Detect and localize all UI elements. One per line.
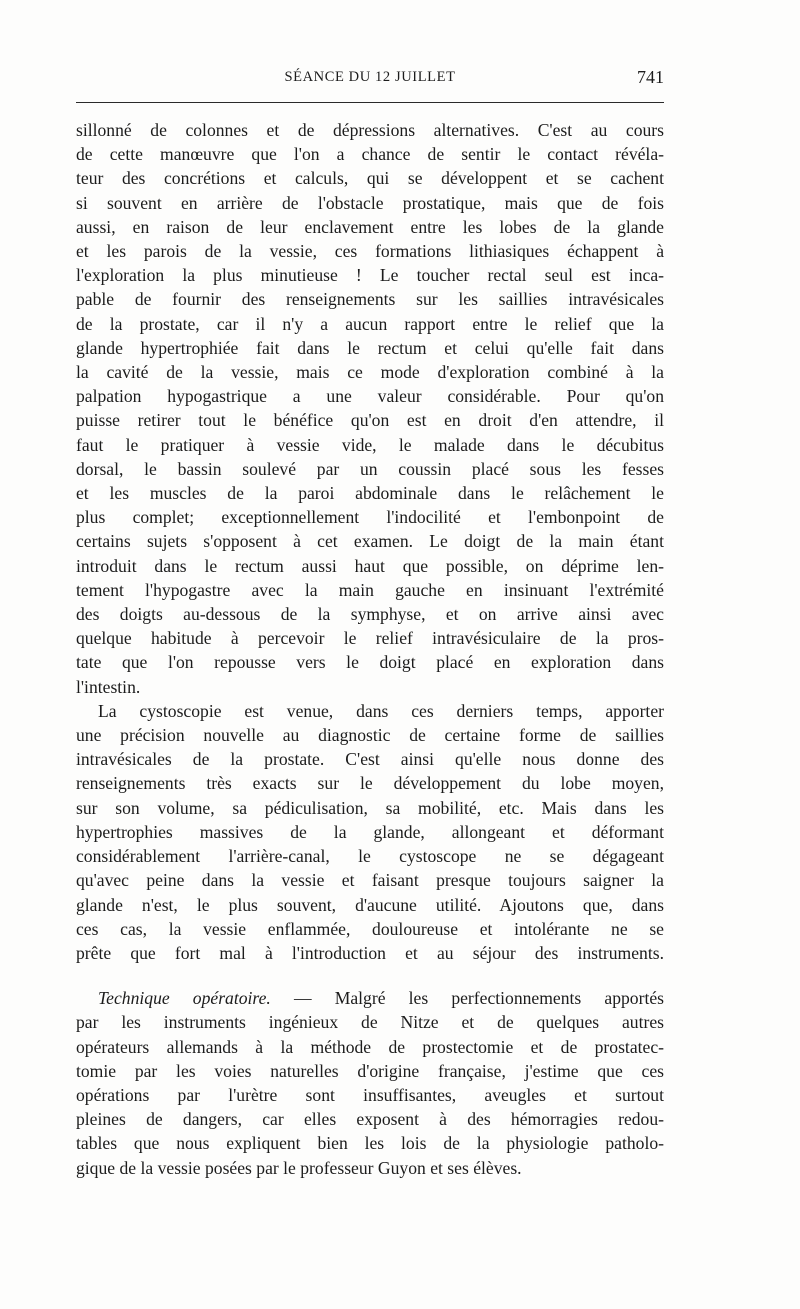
text-line: et les muscles de la paroi abdominale dans le relâchement le xyxy=(76,483,664,504)
text-line: pable de fournir des renseignements sur les saillies intravésicales xyxy=(76,289,664,310)
text-line: par les instruments ingénieux de Nitze et de quelques autres xyxy=(76,1012,664,1033)
text-line: sillonné de colonnes et de dépressions alternatives. C'est au cours xyxy=(76,120,664,140)
text-line: tables que nous expliquent bien les lois de la physiologie patholo- xyxy=(76,1133,664,1154)
text-line: tate que l'on repousse vers le doigt placé en exploration dans xyxy=(76,652,664,673)
text-line: si souvent en arrière de l'obstacle prostatique, mais que de fois xyxy=(76,192,664,213)
text-line: puisse retirer tout le bénéfice qu'on est en droit d'en attendre, il xyxy=(76,410,664,431)
text-line: l'intestin. xyxy=(76,676,141,697)
text-line: qu'avec peine dans la vessie et faisant presque toujours saigner la xyxy=(76,870,664,891)
text-line: sur son volume, sa pédiculisation, sa mobilité, etc. Mais dans les xyxy=(76,797,664,818)
text-line: plus complet; exceptionnellement l'indocilité et l'embonpoint de xyxy=(76,507,664,528)
text-line: hypertrophies massives de la glande, allongeant et déformant xyxy=(76,821,664,842)
text-line: tement l'hypogastre avec la main gauche en insinuant l'extrémité xyxy=(76,579,664,600)
text-line-rest: — Malgré les perfectionnements apportés xyxy=(270,988,664,1009)
header-rule xyxy=(76,102,664,103)
text-line: quelque habitude à percevoir le relief intravésiculaire de la pros- xyxy=(76,628,664,649)
paragraph-3 xyxy=(76,986,664,1180)
text-line: aussi, en raison de leur enclavement entre les lobes de la glande xyxy=(76,216,664,237)
text-line: ces cas, la vessie enflammée, douloureuse et intolérante ne se xyxy=(76,918,664,939)
text-line-lead xyxy=(76,986,664,1010)
text-line: tomie par les voies naturelles d'origine française, j'estime que ces xyxy=(76,1060,664,1081)
text-line: opérateurs allemands à la méthode de prostectomie et de prostatec- xyxy=(76,1036,664,1057)
paragraph-spacing xyxy=(76,965,664,986)
text-line: opérations par l'urètre sont insuffisantes, aveugles et surtout xyxy=(76,1084,664,1105)
text-line: gique de la vessie posées par le professeur Guyon et ses élèves. xyxy=(76,1157,522,1178)
text-line: pleines de dangers, car elles exposent à des hémorragies redou- xyxy=(76,1109,664,1130)
text-line: La cystoscopie est venue, dans ces derniers temps, apporter xyxy=(98,700,664,721)
text-line: de cette manœuvre que l'on a chance de sentir le contact révéla- xyxy=(76,144,664,165)
text-line: considérablement l'arrière-canal, le cystoscope ne se dégageant xyxy=(76,846,664,867)
page-number: 741 xyxy=(637,67,664,87)
section-heading: Technique opératoire. xyxy=(98,988,271,1009)
text-line: la cavité de la vessie, mais ce mode d'exploration combiné à la xyxy=(76,362,664,383)
text-line: renseignements très exacts sur le développement du lobe moyen, xyxy=(76,773,664,794)
text-line: teur des concrétions et calculs, qui se développent et se cachent xyxy=(76,168,664,189)
text-line: l'exploration la plus minutieuse ! Le toucher rectal seul est inca- xyxy=(76,265,664,286)
running-head xyxy=(76,64,664,90)
text-line: faut le pratiquer à vessie vide, le malade dans le décubitus xyxy=(76,434,664,455)
body-text xyxy=(76,118,664,1180)
text-line: glande hypertrophiée fait dans le rectum et celui qu'elle fait dans xyxy=(76,337,664,358)
text-line: introduit dans le rectum aussi haut que possible, on déprime len- xyxy=(76,555,664,576)
running-title: SÉANCE DU 12 JUILLET xyxy=(284,69,456,85)
text-line: dorsal, le bassin soulevé par un coussin placé sous les fesses xyxy=(76,458,664,479)
text-line: des doigts au-dessous de la symphyse, et on arrive ainsi avec xyxy=(76,604,664,625)
text-line: glande n'est, le plus souvent, d'aucune utilité. Ajoutons que, dans xyxy=(76,894,664,915)
text-line: intravésicales de la prostate. C'est ainsi qu'elle nous donne des xyxy=(76,749,664,770)
text-line: certains sujets s'opposent à cet examen. Le doigt de la main étant xyxy=(76,531,664,552)
text-line: une précision nouvelle au diagnostic de certaine forme de saillies xyxy=(76,725,664,746)
paragraph-2 xyxy=(76,699,664,965)
paragraph-1 xyxy=(76,118,664,699)
text-line: prête que fort mal à l'introduction et au séjour des instruments. xyxy=(76,942,664,963)
text-line: palpation hypogastrique a une valeur considérable. Pour qu'on xyxy=(76,386,664,407)
text-line: de la prostate, car il n'y a aucun rapport entre le relief que la xyxy=(76,313,664,334)
text-line: et les parois de la vessie, ces formations lithiasiques échappent à xyxy=(76,241,664,262)
